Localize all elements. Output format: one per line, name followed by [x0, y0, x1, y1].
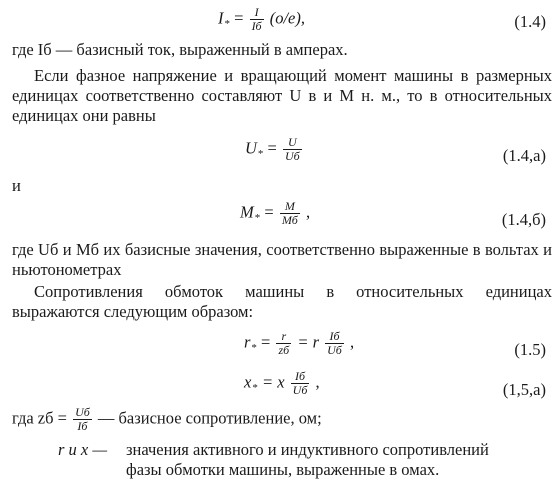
fraction: $\frac{I}{Iб}$	[251, 5, 262, 33]
fraction: $\frac{M}{Mб}$	[281, 199, 298, 227]
eq-tail: ,	[315, 372, 320, 392]
definition-zb	[12, 406, 322, 433]
eq-lhs: x	[244, 372, 252, 392]
definition-r-x-line2: фазы обмотки машины, выраженные в омах.	[126, 460, 440, 479]
paragraph: Сопротивления обмоток машины в относительных единицах выражаются следующим образом:	[12, 282, 552, 321]
fraction: $\frac{Iб}{Uб}$	[327, 329, 342, 357]
equation-number: (1,5,а)	[502, 380, 546, 399]
eq-lhs: U	[245, 138, 257, 158]
eq-lhs: I	[218, 8, 224, 28]
paragraph: где Iб — базисный ток, выраженный в амперах.	[12, 40, 348, 59]
equation-1-4: $I_*$ = $\frac{I}{Iб}$ (о/е),	[218, 5, 305, 33]
fraction: $\frac{Uб}{Iб}$	[75, 405, 90, 433]
eq-mid: = r	[297, 332, 320, 352]
eq-tail: ,	[349, 332, 355, 352]
definition-r-x-lead: r и x —	[58, 440, 108, 459]
definition-r-x-line1: значения активного и индуктивного сопротивлений	[126, 440, 489, 459]
eq-mid: = x	[261, 372, 285, 392]
fraction: $\frac{Iб}{Uб}$	[292, 369, 308, 397]
fraction: $\frac{U}{Uб}$	[284, 135, 300, 163]
conjunction: и	[12, 176, 21, 195]
def-lead: гда zб =	[12, 408, 67, 428]
fraction: $\frac{r}{zб}$	[278, 329, 290, 357]
paragraph: где Uб и Mб их базисные значения, соответственно выраженные в вольтах и ньютонометрах	[12, 240, 552, 279]
equation-1-5a: $x_* = x$ $\frac{Iб}{Uб}$ ,	[244, 369, 320, 397]
eq-lhs: r	[244, 332, 251, 352]
equation-1-4b: $M_*$ = $\frac{M}{Mб}$ ,	[240, 199, 311, 227]
equation-number: (1.5)	[514, 340, 546, 359]
equation-number: (1.4)	[514, 12, 546, 31]
equation-number: (1.4,а)	[502, 146, 546, 165]
eq-tail: (о/е),	[269, 8, 305, 28]
eq-lhs: M	[240, 202, 254, 222]
paragraph: Если фазное напряжение и вращающий момент машины в размерных единицах соответственно составляют U в и M н. м., то в относительных единицах они равны	[12, 66, 552, 125]
equation-1-5: $r_*$ = $\frac{r}{zб}$ = r $\frac{Iб}{Uб}$ ,	[244, 329, 355, 357]
equation-number: (1.4,б)	[501, 210, 546, 229]
def-text: — базисное сопротивление, ом;	[97, 408, 322, 428]
eq-tail: ,	[305, 202, 311, 222]
equation-1-4a: $U_*$ = $\frac{U}{Uб}$	[245, 135, 300, 163]
